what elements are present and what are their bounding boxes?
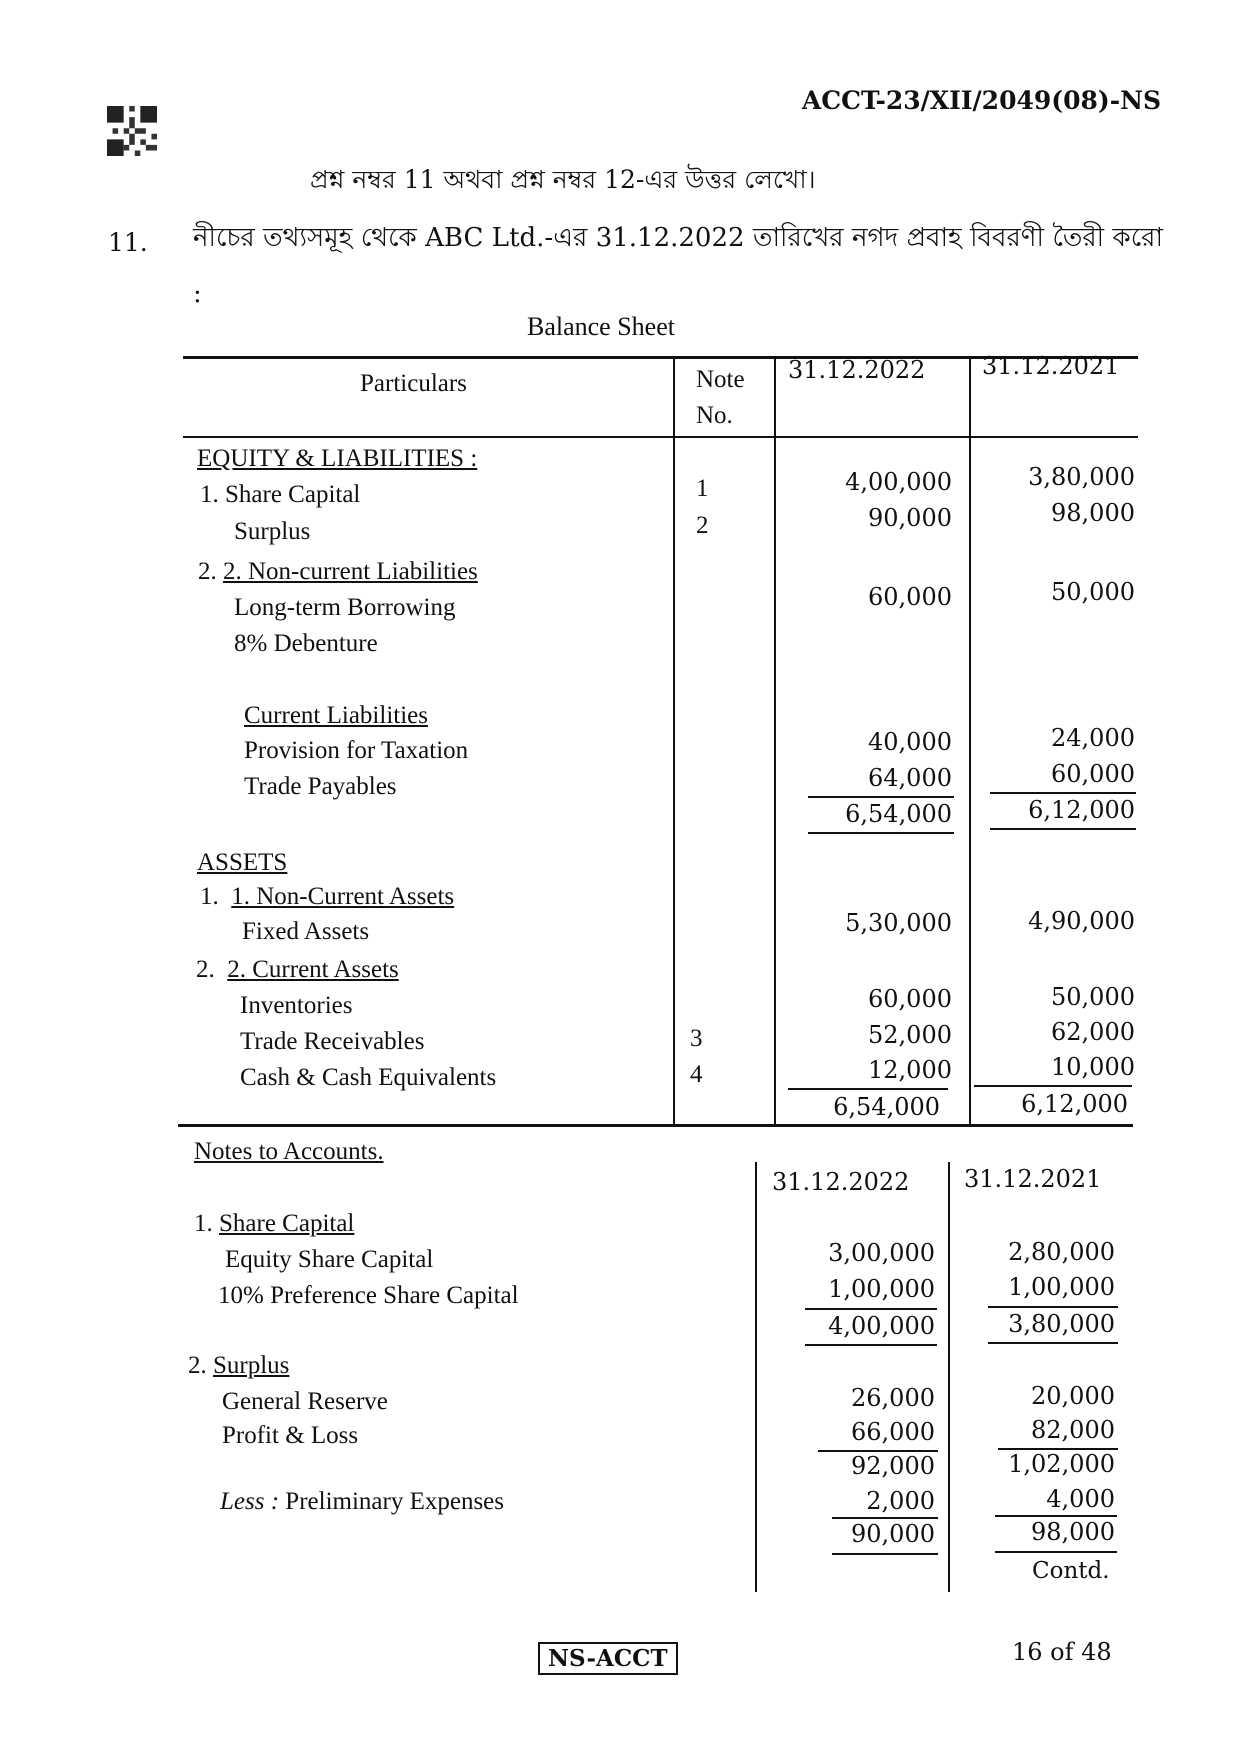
notes-col-divider-2021 bbox=[948, 1162, 950, 1592]
question-number: 11. bbox=[108, 228, 148, 257]
note1-total-underline-2022 bbox=[805, 1344, 937, 1346]
subtotal-line-2022 bbox=[808, 796, 954, 798]
header-particulars: Particulars bbox=[360, 370, 467, 397]
equity-liabilities-heading: EQUITY & LIABILITIES : bbox=[197, 445, 478, 472]
bs-row-label: Provision for Taxation bbox=[244, 737, 469, 764]
bs-row-2021: 50,000 bbox=[1051, 578, 1135, 606]
instruction-text: প্রশ্ন নম্বর 11 অথবা প্রশ্ন নম্বর 12-এর উত্তর লেখো। bbox=[310, 165, 816, 194]
table-bottom-border bbox=[178, 1124, 1133, 1127]
bs-row-label: 1. Share Capital bbox=[200, 481, 361, 508]
note2-total-line-2021 bbox=[995, 1515, 1117, 1517]
note2-subtotal-2022: 92,000 bbox=[851, 1452, 935, 1480]
total-liabilities-2021: 6,12,000 bbox=[1028, 796, 1135, 824]
bs-row-2021: 4,90,000 bbox=[1028, 907, 1135, 935]
note-less-2021: 4,000 bbox=[1046, 1485, 1115, 1513]
note-row-2022: 3,00,000 bbox=[828, 1239, 935, 1267]
bs-row-2022: 60,000 bbox=[868, 583, 952, 611]
notes-col-divider-2022 bbox=[755, 1162, 757, 1592]
notes-title: Notes to Accounts. bbox=[194, 1138, 384, 1165]
note1-subtotal-line-2021 bbox=[988, 1306, 1118, 1308]
notes-header-2021: 31.12.2021 bbox=[964, 1165, 1102, 1193]
bs-row-2022: 52,000 bbox=[868, 1021, 952, 1049]
assets-heading: ASSETS bbox=[197, 849, 288, 876]
total-underline-2021 bbox=[990, 828, 1136, 830]
total-liabilities-2022: 6,54,000 bbox=[845, 800, 952, 828]
note2-total-line-2022 bbox=[832, 1517, 938, 1519]
qr-code-icon bbox=[105, 106, 159, 156]
bs-row-label: Trade Receivables bbox=[240, 1028, 425, 1055]
bs-row-2021: 50,000 bbox=[1051, 983, 1135, 1011]
page-number: 16 of 48 bbox=[1012, 1638, 1112, 1666]
note1-title-text: Share Capital bbox=[219, 1210, 355, 1237]
bs-row-2021: 98,000 bbox=[1051, 499, 1135, 527]
col-divider-note bbox=[673, 356, 675, 1126]
col-divider-2022 bbox=[774, 356, 776, 1126]
bs-row-label: Trade Payables bbox=[244, 773, 397, 800]
note-row-label: 10% Preference Share Capital bbox=[218, 1282, 519, 1309]
subtotal-line-2022 bbox=[788, 1088, 948, 1090]
bs-row-label: Surplus bbox=[234, 518, 311, 545]
bs-row-2021: 10,000 bbox=[1051, 1053, 1135, 1081]
bs-row-2022: 12,000 bbox=[868, 1056, 952, 1084]
note2-total-underline-2021 bbox=[995, 1551, 1117, 1553]
header-2022: 31.12.2022 bbox=[788, 356, 926, 384]
note-prefix: 2. bbox=[188, 1352, 213, 1379]
bs-section-label bbox=[196, 956, 399, 984]
note1-total-underline-2021 bbox=[988, 1342, 1118, 1344]
note-row-label: Profit & Loss bbox=[222, 1422, 359, 1449]
subject-code-box: NS-ACCT bbox=[538, 1642, 678, 1675]
bs-section-prefix: 2. bbox=[196, 956, 228, 983]
bs-row-label: 8% Debenture bbox=[234, 630, 378, 657]
col-divider-2021 bbox=[969, 356, 971, 1126]
bs-row-2021: 24,000 bbox=[1051, 724, 1135, 752]
bs-row-label: Cash & Cash Equivalents bbox=[240, 1064, 497, 1091]
notes-header-2022: 31.12.2022 bbox=[772, 1168, 910, 1196]
bs-row-2022: 5,30,000 bbox=[845, 909, 952, 937]
note2-title bbox=[188, 1352, 289, 1380]
header-note-no: Note No. bbox=[696, 366, 745, 429]
less-label: Preliminary Expenses bbox=[285, 1488, 504, 1515]
note2-subtotal-2021: 1,02,000 bbox=[1008, 1450, 1115, 1478]
bs-section-prefix: 2. bbox=[198, 558, 223, 585]
contd-label: Contd. bbox=[1032, 1558, 1110, 1584]
balance-sheet-title: Balance Sheet bbox=[527, 312, 675, 341]
header-bottom-border bbox=[183, 436, 1138, 438]
bs-row-2022: 60,000 bbox=[868, 985, 952, 1013]
note2-total-2021: 98,000 bbox=[1031, 1518, 1115, 1546]
note1-total-2022: 4,00,000 bbox=[828, 1312, 935, 1340]
bs-row-2021: 62,000 bbox=[1051, 1018, 1135, 1046]
bs-row-2021: 60,000 bbox=[1051, 760, 1135, 788]
non-current-liabilities-heading: 2. Non-current Liabilities bbox=[223, 558, 478, 585]
bs-row-2022: 64,000 bbox=[868, 764, 952, 792]
subtotal-line-2021 bbox=[974, 1085, 1132, 1087]
note-prefix: 1. bbox=[194, 1210, 219, 1237]
bs-row-label: Fixed Assets bbox=[242, 918, 370, 945]
total-assets-2022: 6,54,000 bbox=[833, 1093, 940, 1121]
non-current-assets-heading: 1. Non-Current Assets bbox=[231, 883, 455, 910]
note-row-2021: 1,00,000 bbox=[1008, 1273, 1115, 1301]
bs-section-prefix: 1. bbox=[200, 883, 232, 910]
bs-row-note: 4 bbox=[690, 1061, 703, 1088]
note-row-2022: 26,000 bbox=[851, 1384, 935, 1412]
note-row-2021: 20,000 bbox=[1031, 1382, 1115, 1410]
note1-subtotal-line-2022 bbox=[805, 1308, 937, 1310]
note-less-row bbox=[220, 1488, 504, 1516]
bs-row-2022: 4,00,000 bbox=[845, 468, 952, 496]
note-row-2021: 82,000 bbox=[1031, 1416, 1115, 1444]
note1-title bbox=[194, 1210, 354, 1238]
bs-row-note: 1 bbox=[696, 475, 709, 502]
note2-total-2022: 90,000 bbox=[851, 1520, 935, 1548]
less-prefix: Less : bbox=[220, 1488, 280, 1515]
current-assets-heading: 2. Current Assets bbox=[227, 956, 399, 983]
bs-row-note: 3 bbox=[690, 1025, 703, 1052]
question-text: নীচের তথ্যসমূহ থেকে ABC Ltd.-এর 31.12.2022 তারিখের নগদ প্রবাহ বিবরণী তৈরী করো : bbox=[193, 223, 1163, 309]
note1-total-2021: 3,80,000 bbox=[1008, 1310, 1115, 1338]
note-row-label: General Reserve bbox=[222, 1388, 388, 1415]
current-liabilities-heading: Current Liabilities bbox=[244, 702, 428, 729]
bs-section-label bbox=[200, 883, 454, 911]
bs-row-2022: 40,000 bbox=[868, 728, 952, 756]
header-2021: 31.12.2021 bbox=[982, 352, 1120, 380]
note2-title-text: Surplus bbox=[213, 1352, 290, 1379]
note2-total-underline-2022 bbox=[832, 1553, 938, 1555]
note-row-2022: 1,00,000 bbox=[828, 1275, 935, 1303]
note-row-2021: 2,80,000 bbox=[1008, 1238, 1115, 1266]
note-less-2022: 2,000 bbox=[866, 1487, 935, 1515]
subtotal-line-2021 bbox=[990, 792, 1136, 794]
bs-row-2022: 90,000 bbox=[868, 504, 952, 532]
note-row-2022: 66,000 bbox=[851, 1418, 935, 1446]
total-assets-2021: 6,12,000 bbox=[1021, 1090, 1128, 1118]
note-row-label: Equity Share Capital bbox=[225, 1246, 434, 1273]
total-underline-2022 bbox=[808, 832, 954, 834]
bs-row-2021: 3,80,000 bbox=[1028, 463, 1135, 491]
bs-row-label: Long-term Borrowing bbox=[234, 594, 456, 621]
paper-code: ACCT-23/XII/2049(08)-NS bbox=[801, 86, 1161, 115]
bs-row-label: Inventories bbox=[240, 992, 353, 1019]
bs-section-label bbox=[198, 558, 478, 586]
bs-row-note: 2 bbox=[696, 512, 709, 539]
